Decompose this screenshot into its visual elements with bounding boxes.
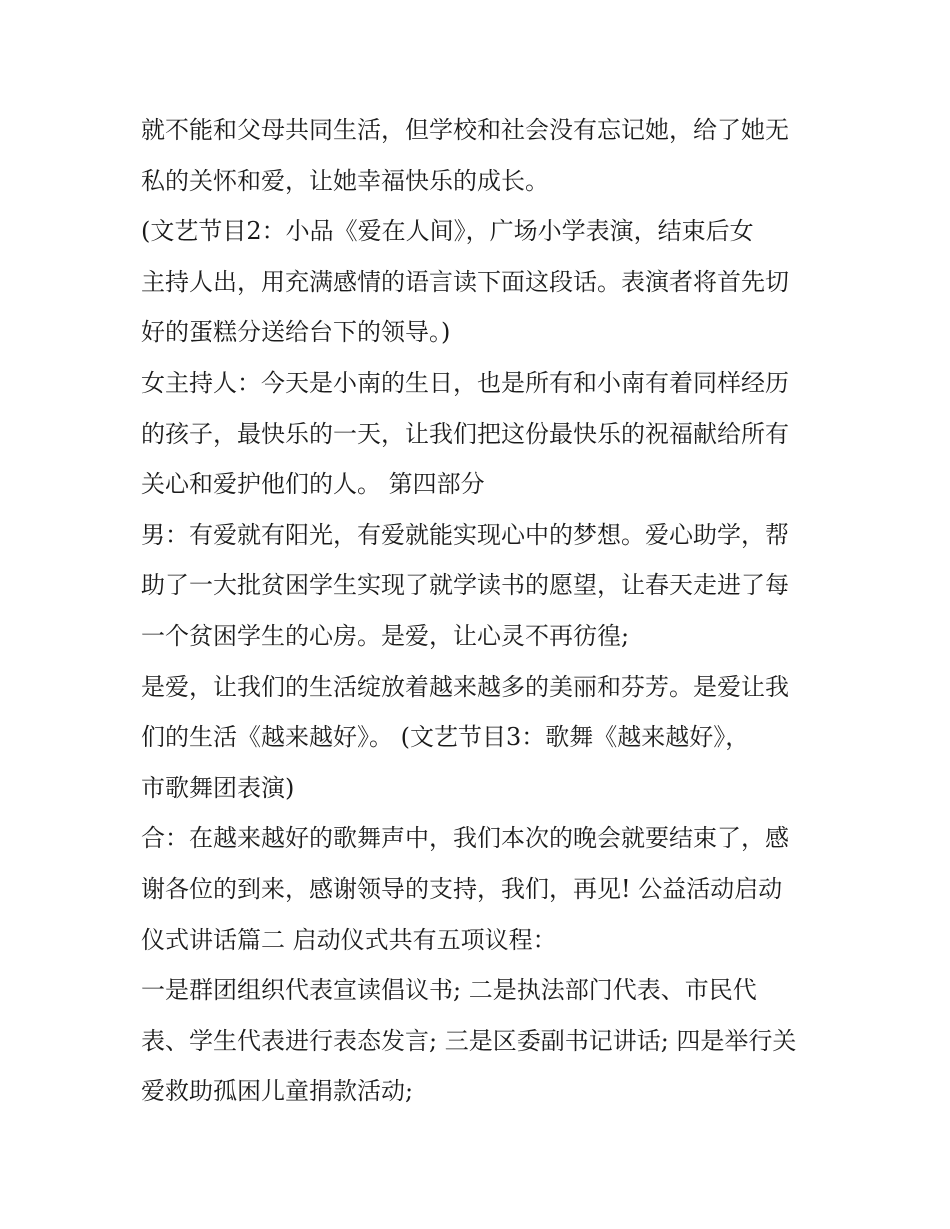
text-line: 主持人出，用充满感情的语言读下面这段话。表演者将首先切 — [141, 267, 789, 296]
text-line: (文艺节目2：小品《爱在人间》，广场小学表演，结束后女 — [141, 217, 754, 246]
text-line: 的孩子，最快乐的一天，让我们把这份最快乐的祝福献给所有 — [141, 419, 789, 448]
text-line: 爱救助孤困儿童捐款活动; — [141, 1077, 414, 1106]
text-line: 男：有爱就有阳光，有爱就能实现心中的梦想。爱心助学，帮 — [141, 520, 789, 549]
text-line: 就不能和父母共同生活，但学校和社会没有忘记她，给了她无 — [141, 116, 789, 144]
text-line: 关心和爱护他们的人。 第四部分 — [141, 470, 485, 499]
text-line: 表、学生代表进行表态发言; 三是区委副书记讲话; 四是举行关 — [141, 1026, 797, 1055]
text-line: 仪式讲话篇二 启动仪式共有五项议程： — [141, 925, 557, 954]
text-line: 谢各位的到来，感谢领导的支持，我们，再见! 公益活动启动 — [141, 874, 783, 903]
text-line: 市歌舞团表演) — [141, 773, 295, 802]
text-line: 私的关怀和爱，让她幸福快乐的成长。 — [141, 166, 549, 195]
text-line: 好的蛋糕分送给台下的领导。) — [141, 318, 451, 347]
text-line: 一是群团组织代表宣读倡议书; 二是执法部门代表、市民代 — [141, 976, 757, 1005]
text-line: 是爱，让我们的生活绽放着越来越多的美丽和芬芳。是爱让我 — [141, 672, 789, 701]
text-line: 合：在越来越好的歌舞声中，我们本次的晚会就要结束了，感 — [141, 824, 789, 853]
text-line: 们的生活《越来越好》。 (文艺节目3：歌舞《越来越好》， — [141, 723, 750, 752]
text-line: 女主持人：今天是小南的生日，也是所有和小南有着同样经历 — [141, 368, 789, 397]
body-text — [141, 105, 821, 1117]
text-line: 助了一大批贫困学生实现了就学读书的愿望，让春天走进了每 — [141, 571, 789, 600]
text-line: 一个贫困学生的心房。是爱，让心灵不再彷徨; — [141, 621, 630, 650]
